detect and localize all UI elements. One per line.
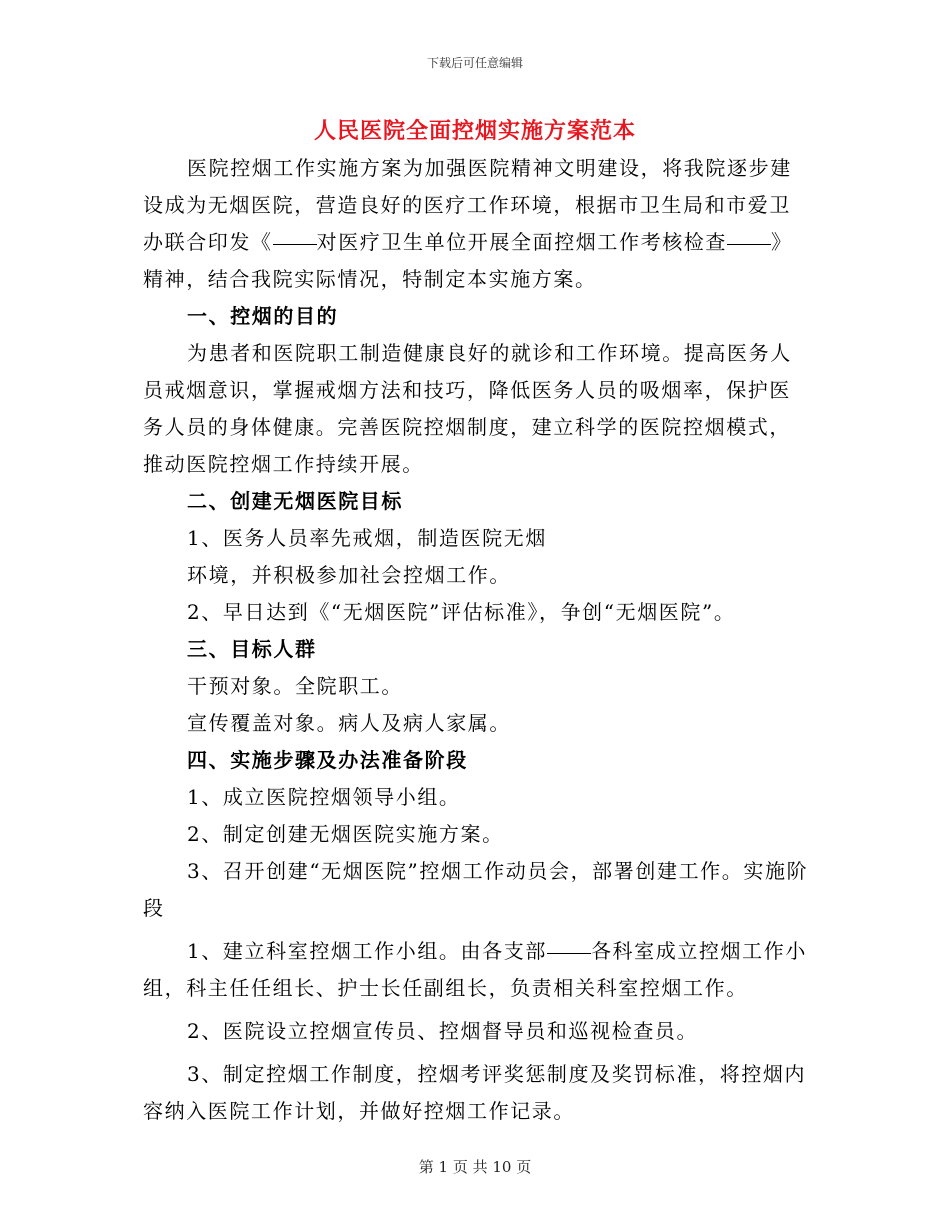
- section1-heading: 一、控烟的目的: [187, 304, 339, 328]
- blank-line: [727, 243, 771, 245]
- header-note: 下载后可任意编辑: [426, 56, 523, 70]
- section2-item1a: 1、医务人员率先戒烟，制造医院无烟: [187, 526, 547, 550]
- section4-item1: 1、成立医院控烟领导小组。: [187, 785, 461, 809]
- section4-impl2: 2、医院设立控烟宣传员、控烟督导员和巡视检查员。: [187, 1019, 699, 1043]
- blank-line: [547, 952, 591, 954]
- section2-item2: 2、早日达到《“无烟医院”评估标准》，争创“无烟医院”。: [187, 600, 736, 624]
- section4-impl1: [143, 933, 811, 1007]
- section1-text: 为患者和医院职工制造健康良好的就诊和工作环境。提高医务人员戒烟意识，掌握戒烟方法和技巧，降低医务人员的吸烟率，保护医务人员的身体健康。完善医院控烟制度，建立科学的医院控烟模式，推动医院控烟工作持续开展。: [143, 341, 792, 476]
- page-footer: 第 1 页 共 10 页: [418, 1158, 532, 1176]
- section3-line1: 干预对象。全院职工。: [187, 674, 403, 698]
- section4-item2: 2、制定创建无烟医院实施方案。: [187, 822, 504, 846]
- section4-impl3: 3、制定控烟工作制度，控烟考评奖惩制度及奖罚标准，将控烟内容纳入医院工作计划，并做好控烟工作记录。: [143, 1062, 807, 1123]
- section2-heading: 二、创建无烟医院目标: [187, 489, 403, 513]
- section4-heading: 四、实施步骤及办法准备阶段: [187, 748, 468, 772]
- document-title: 人民医院全面控烟实施方案范本: [313, 119, 636, 144]
- section3-heading: 三、目标人群: [187, 637, 317, 661]
- section2-item1b: 环境，并积极参加社会控烟工作。: [187, 563, 511, 587]
- blank-line: [273, 243, 317, 245]
- intro-part2: 对医疗卫生单位开展全面控烟工作考核检查: [316, 230, 728, 254]
- section3-line2: 宣传覆盖对象。病人及病人家属。: [187, 711, 511, 735]
- intro-part1: 医院控烟工作实施方案为加强医院精神文明建设，将我院逐步建设成为无烟医院，营造良好的医疗工作环境，根据市卫生局和市爱卫办联合印发《: [143, 156, 792, 254]
- intro-part3: 》精神，结合我院实际情况，特制定本实施方案。: [143, 230, 793, 291]
- impl1-part-b: 各科室成立控烟工作小组，科主任任组长、护士长任副组长，负责相关科室控烟工作。: [143, 939, 807, 1000]
- section4-item3: 3、召开创建“无烟医院”控烟工作动员会，部署创建工作。实施阶段: [143, 859, 809, 920]
- impl1-part-a: 1、建立科室控烟工作小组。由各支部: [187, 939, 547, 963]
- intro-paragraph: [143, 150, 811, 298]
- document-body: [143, 150, 811, 1130]
